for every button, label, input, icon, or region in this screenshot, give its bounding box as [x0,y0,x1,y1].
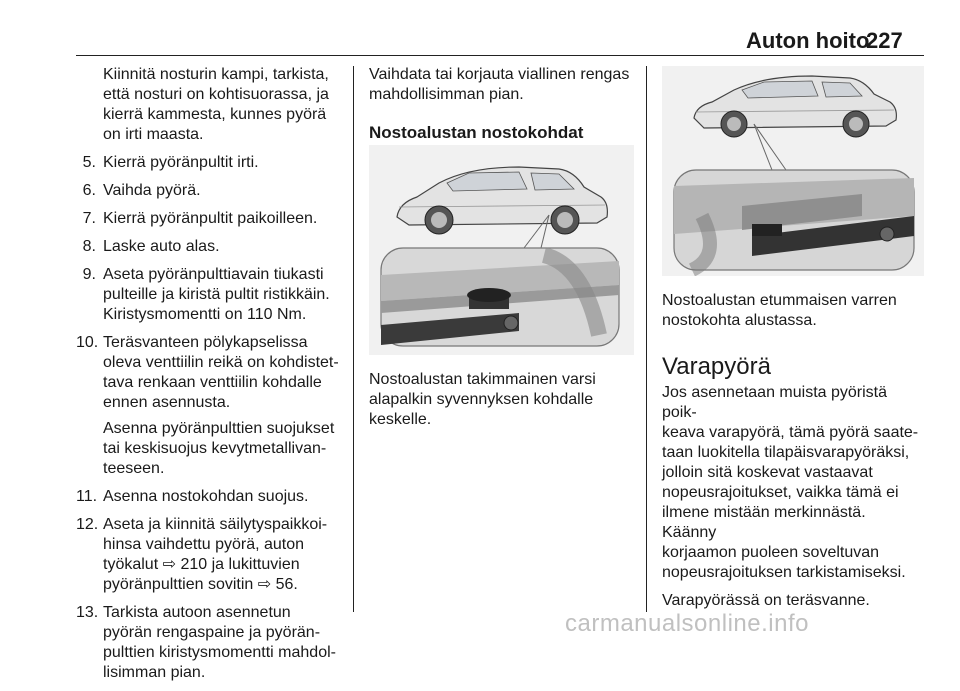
section-title: Auton hoito [746,28,870,53]
text-line: nopeusrajoituksen tarkistamiseksi. [662,564,906,581]
text-line: Asenna nostokohdan suojus. [103,488,309,505]
step-number: 11. [76,488,98,505]
header-rule [76,55,924,56]
text-line: Asenna pyöränpulttien suojukset [103,420,335,437]
paragraph: Varapyörässä on teräsvanne. [662,592,870,609]
step-number: 13. [76,604,99,621]
text-line: Nostoalustan takimmainen varsi [369,371,596,388]
step-9 [76,265,346,325]
step-number: 8. [82,238,96,255]
section-heading: Nostoalustan nostokohdat [369,123,584,142]
text-line: Kierrä pyöränpultit irti. [103,154,259,171]
text-line: ilmene mistään merkinnästä. Käänny [662,504,866,541]
step-number: 5. [82,154,96,171]
text-line: Nostoalustan etummaisen varren [662,292,897,309]
text-line: nopeusrajoitukset, vaikka tämä ei [662,484,899,501]
text-line: pulttien kiristysmomentti mahdol- [103,644,336,661]
text-line: on irti maasta. [103,126,204,143]
step-continuation [76,65,346,145]
text-line: keava varapyörä, tämä pyörä saate- [662,424,919,441]
text-line: Aseta pyöränpulttiavain tiukasti [103,266,324,283]
step-5 [76,153,346,173]
text-line: mahdollisimman pian. [369,86,524,103]
step-8 [76,237,346,257]
column-2 [369,65,639,143]
figure-caption-rear [369,370,639,430]
caption [662,291,924,331]
watermark[interactable]: carmanualsonline.info [565,610,809,637]
text-line: korjaamon puoleen soveltuvan [662,544,880,561]
text-line: kierrä kammesta, kunnes pyörä [103,106,327,123]
step-number: 10. [76,334,99,351]
step-number: 9. [82,266,96,283]
paragraph [662,383,924,583]
section-heading: Varapyörä [662,353,771,380]
front-lift-point-illustration [662,66,924,276]
text-line: tai keskisuojus kevytmetallivan- [103,440,327,457]
step-number: 12. [76,516,99,533]
text-line: Teräsvanteen pölykapselissa [103,334,308,351]
text-line: Vaihdata tai korjauta viallinen rengas [369,66,630,83]
text-line: alapalkin syvennyksen kohdalle [369,391,594,408]
text-line: teeseen. [103,460,165,477]
text-line: Vaihda pyörä. [103,182,201,199]
text-line: oleva venttiilin reikä on kohdistet- [103,354,339,371]
step-10 [76,333,346,413]
column-3 [662,291,924,611]
step-10-note [76,419,346,479]
text-line: keskelle. [369,411,432,428]
page-reference[interactable]: työkalut ⇨ 210 ja lukittuvien [103,556,300,573]
text-line: Kiinnitä nosturin kampi, tarkista, [103,66,329,83]
text-line: pyörän rengaspaine ja pyörän- [103,624,321,641]
text-line: pulteille ja kiristä pultit ristikkäin. [103,286,330,303]
text-line: että nosturi on kohtisuorassa, ja [103,86,329,103]
car-lift-diagram [662,66,924,276]
text-line: jolloin sitä koskevat vastaavat [662,464,873,481]
text-line: Aseta ja kiinnitä säilytyspaikkoi- [103,516,328,533]
column-divider-2 [646,66,647,612]
step-7 [76,209,346,229]
text-line: hinsa vaihdettu pyörä, auton [103,536,305,553]
page-reference[interactable]: pyöränpulttien sovitin ⇨ 56. [103,576,298,593]
text-line: ennen asennusta. [103,394,231,411]
rear-lift-point-illustration [369,145,634,355]
step-6 [76,181,346,201]
paragraph [369,65,639,105]
text-line: Kiristysmomentti on 110 Nm. [103,306,307,323]
step-12 [76,515,346,595]
page-number: 227 [866,28,903,53]
text-line: nostokohta alustassa. [662,312,817,329]
text-line: tava renkaan venttiilin kohdalle [103,374,322,391]
step-11 [76,487,346,507]
text-line: taan luokitella tilapäisvarapyöräksi, [662,444,910,461]
text-line: Kierrä pyöränpultit paikoilleen. [103,210,318,227]
text-line: Jos asennetaan muista pyöristä poik- [662,384,888,421]
text-line: Laske auto alas. [103,238,220,255]
step-13 [76,603,346,683]
column-1 [76,65,346,691]
caption [369,370,639,430]
step-number: 7. [82,210,96,227]
text-line: lisimman pian. [103,664,206,681]
step-number: 6. [82,182,96,199]
car-lift-diagram [369,145,634,355]
text-line: Tarkista autoon asennetun [103,604,291,621]
column-divider-1 [353,66,354,612]
